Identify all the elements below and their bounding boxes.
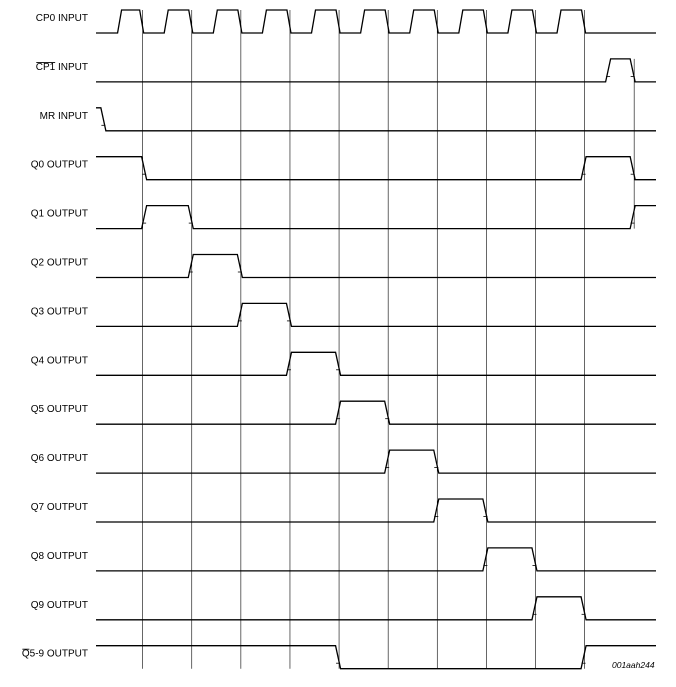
signal-label: Q3 OUTPUT	[30, 306, 88, 318]
signal-waveform	[96, 157, 656, 180]
signal-label: Q1 OUTPUT	[30, 208, 88, 220]
figure-reference-label: 001aah244	[612, 660, 655, 670]
signal-label: MR INPUT	[39, 110, 88, 122]
signal-label-text: 5-9 OUTPUT	[29, 648, 88, 660]
signal-label	[36, 62, 88, 73]
signal-waveform	[96, 206, 656, 229]
signal-label	[22, 649, 88, 660]
timing-grid-lines	[143, 10, 635, 669]
signal-waveform	[96, 597, 656, 620]
signal-labels	[22, 13, 88, 660]
signal-label: Q8 OUTPUT	[30, 550, 88, 562]
signal-label: CP0 INPUT	[35, 13, 88, 24]
signal-waveform	[96, 401, 656, 424]
signal-waveform	[96, 10, 656, 33]
signal-label-text: INPUT	[55, 61, 88, 73]
signal-waveform	[96, 352, 656, 375]
signal-label: Q5 OUTPUT	[30, 404, 88, 416]
signal-label: Q7 OUTPUT	[30, 502, 88, 513]
signal-waveform	[96, 548, 656, 571]
signal-waveform	[96, 59, 656, 82]
signal-label: Q2 OUTPUT	[30, 257, 88, 269]
signal-label: Q6 OUTPUT	[30, 453, 88, 465]
signal-waveform	[96, 646, 656, 669]
signal-waveform	[96, 255, 656, 278]
signal-waveform	[96, 108, 656, 131]
signal-label: Q9 OUTPUT	[30, 599, 88, 611]
signal-waveform	[96, 450, 656, 473]
signal-label: Q0 OUTPUT	[30, 159, 88, 171]
signal-label-overbar-text: Q	[21, 648, 30, 660]
signal-label-overbar-text: CP1	[35, 61, 56, 73]
signal-waveform	[96, 499, 656, 522]
signal-waveforms	[96, 10, 656, 669]
signal-label: Q4 OUTPUT	[30, 355, 88, 367]
signal-waveform	[96, 303, 656, 326]
